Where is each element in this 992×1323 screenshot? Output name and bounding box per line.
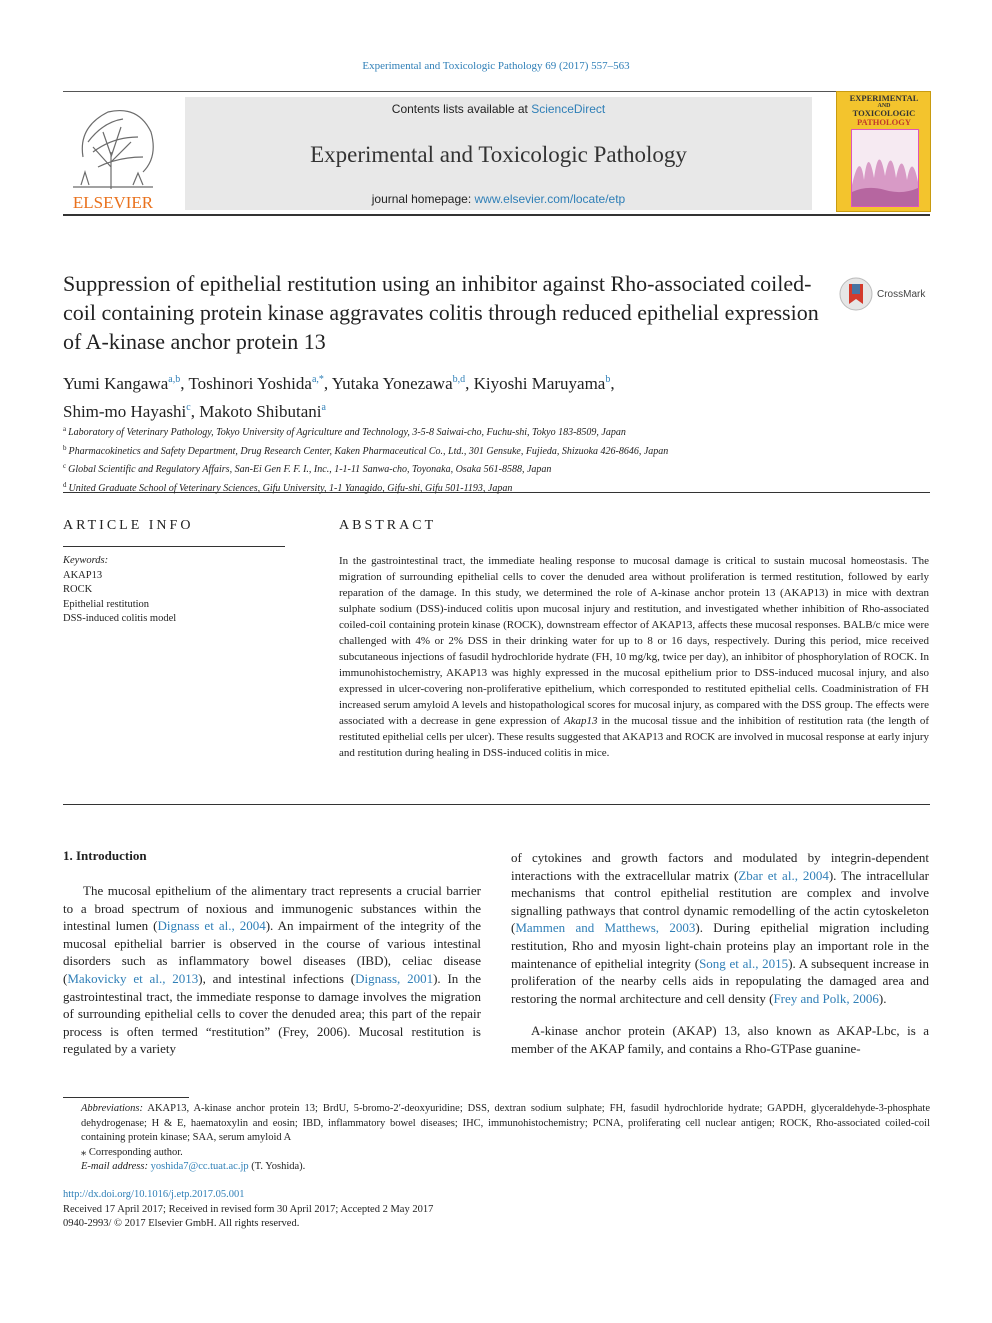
section-heading-introduction: 1. Introduction <box>63 848 147 863</box>
cover-image <box>851 129 919 207</box>
keyword-item: Epithelial restitution <box>63 598 150 610</box>
affiliation-item: $^d$ United Graduate School of Veterinary Sciences, Gifu University, 1-1 Yanagido, Gifu-shi, Gifu 501-1193, Japan <box>63 480 513 494</box>
affiliations <box>63 422 923 496</box>
citation-link[interactable]: Dignass et al., 2004 <box>157 918 266 934</box>
crossmark-label[interactable]: CrossMark <box>877 289 926 300</box>
elsevier-wordmark: ELSEVIER <box>72 193 154 212</box>
cover-title: EXPERIMENTAL AND TOXICOLOGIC PATHOLOGY <box>849 93 919 127</box>
contents-line: Contents lists available at ScienceDirect <box>391 102 606 116</box>
elsevier-logo <box>63 97 163 212</box>
citation-link[interactable]: Frey and Polk, 2006 <box>773 990 879 1006</box>
article-info-rule <box>63 546 285 547</box>
corresponding-author-note: ⁎ Corresponding author. <box>81 1146 183 1158</box>
publication-info <box>63 1188 663 1232</box>
section-rule <box>63 492 930 493</box>
email-link[interactable]: yoshida7@cc.tuat.ac.jp <box>150 1161 249 1172</box>
citation-link[interactable]: Zbar et al., 2004 <box>738 867 829 883</box>
author[interactable]: Yumi Kangawa$^{a,b}$ <box>63 374 181 393</box>
abstract-heading: ABSTRACT <box>339 518 437 533</box>
homepage-line: journal homepage: www.elsevier.com/locate/etp <box>371 192 626 206</box>
intro-paragraph-1: The mucosal epithelium of the alimentary tract represents a crucial barrier to a broad spectrum of noxious and immunogenic substances within the intestinal lumen (Dignass et al., 2004). An impairment of the integrity of the mucosal epithelial barrier is observed in the course of various intestinal disorders such as inflammatory bowel diseases (IBD), celiac disease (Makovicky et al., 2013), and intestinal infections (Dignass, 2001). In the gastrointestinal tract, the immediate response to damage involves the migration of surrounding epithelial cells to cover the denuded area; this part of the repair process is often termed “restitution” (Frey, 2006). Mucosal restitution is regulated by a variety <box>63 883 481 1057</box>
author[interactable]: Kiyoshi Maruyama$^b$ <box>473 374 611 393</box>
author[interactable]: Makoto Shibutani$^a$ <box>199 402 326 421</box>
doi-link[interactable]: http://dx.doi.org/10.1016/j.etp.2017.05.001 <box>63 1189 245 1200</box>
sciencedirect-link[interactable]: ScienceDirect <box>531 102 606 116</box>
copyright: 0940-2993/ © 2017 Elsevier GmbH. All rights reserved. <box>63 1218 300 1229</box>
keywords-label: Keywords: <box>63 555 109 566</box>
journal-name: Experimental and Toxicologic Pathology <box>310 142 687 167</box>
citation-link[interactable]: Makovicky et al., 2013 <box>67 970 199 986</box>
masthead-rule <box>63 214 930 216</box>
citation-link[interactable]: Mammen and Matthews, 2003 <box>515 920 696 936</box>
crossmark-icon <box>838 276 878 312</box>
masthead-rule <box>63 91 930 92</box>
journal-cover[interactable] <box>836 91 931 212</box>
keywords <box>63 554 176 627</box>
affiliation-item: $^b$ Pharmacokinetics and Safety Department, Drug Research Center, Kaken Pharmaceutical Co., Ltd., 301 Gensuke, Fujieda, Shizuoka 426-8646, Japan <box>63 443 669 457</box>
journal-reference[interactable]: Experimental and Toxicologic Pathology 69 (2017) 557–563 <box>362 60 630 72</box>
author[interactable]: Shim-mo Hayashi$^c$ <box>63 402 191 421</box>
abstract-text: In the gastrointestinal tract, the immediate healing response to mucosal damage is critical to sustain mucosal homeostasis. The migration of surrounding epithelial cells to cover the denuded area without proliferation is termed restitution, followed by early reparation of the damage. In this study, we determined the role of A-kinase anchor protein 13 (AKAP13) in mice with dextran sulphate sodium (DSS)-induced colitis upon mucosal injury and restitution, and investigated whether inhibition of Rho-associated coiled-coil containing protein kinase (ROCK), downstream effector of AKAP13, affects these mucosal responses. BALB/c mice were challenged with 4% or 2% DSS in their drinking water for up to 8 or 16 days, respectively. During this period, mice received subcutaneous injections of fasudil hydrochloride hydrate (FH, 10 mg/kg, twice per day), an inhibitor of phosphorylation of ROCK. In immunohistochemistry, AKAP13 was highly expressed in the mucosal epithelium prior to DSS-induced mucosal injury, and also expressed in ulcer-covering non-proliferative epithelium, which corresponded to restituted epithelial cells. Coadministration of FH increased serum amyloid A levels and histopathological scores for mucosal injury, as compared with the DSS group. The effects were associated with a decrease in gene expression of Akap13 in the mucosal tissue and the inhibition of restitution rata (the length of restituted epithelial cells per ulcer). These results suggested that AKAP13 and ROCK are involved in mucosal response at early injury and restitution during healing in DSS-induced colitis in mice. <box>339 555 930 759</box>
elsevier-tree-icon <box>63 97 163 212</box>
author[interactable]: Toshinori Yoshida$^{a,*}$ <box>188 374 324 393</box>
masthead <box>185 97 812 210</box>
keyword-item: ROCK <box>63 584 93 595</box>
abbreviations-footnote: Abbreviations: AKAP13, A-kinase anchor protein 13; BrdU, 5-bromo-2′-deoxyuridine; DSS, dextran sodium sulphate; FH, fasudil hydrochloride hydrate; GAPDH, glyceraldehyde-3-phosphate dehydrogenase; H & E, haematoxylin and eosin; IBD, inflammatory bowel diseases; IHC, immunohistochemistry; PCNA, proliferating cell nuclear antigen; ROCK, Rho-associated coiled-coil containing protein kinase; SAA, serum amyloid A <box>81 1103 930 1143</box>
keyword-item: AKAP13 <box>63 569 103 581</box>
author-list: Yumi Kangawa$^{a,b}$, Toshinori Yoshida$^{a,*}$, Yutaka Yonezawa$^{b,d}$, Kiyoshi Maruyama$^b$, Shim-mo Hayashi$^c$, Makoto Shibutani$^a$ <box>63 374 615 421</box>
dates: Received 17 April 2017; Received in revised form 30 April 2017; Accepted 2 May 2017 <box>63 1203 434 1215</box>
homepage-link[interactable]: www.elsevier.com/locate/etp <box>474 192 626 206</box>
article-title: Suppression of epithelial restitution using an inhibitor against Rho-associated coiled-coil containing protein kinase aggravates colitis through reduced epithelial expression of A-kinase anchor protein 13 <box>63 271 819 354</box>
citation-link[interactable]: Song et al., 2015 <box>699 955 789 971</box>
intro-paragraph-2: A-kinase anchor protein (AKAP) 13, also known as AKAP-Lbc, is a member of the AKAP family, and contains a Rho-GTPase guanine- <box>511 1023 929 1056</box>
article-info-heading: ARTICLE INFO <box>63 518 194 533</box>
section-rule <box>63 804 930 805</box>
intro-paragraph-1-cont: of cytokines and growth factors and modulated by integrin-dependent interactions with the extracellular matrix (Zbar et al., 2004). The intracellular mechanisms that control epithelial restitution are complex and involve signalling pathways that control dynamic remodelling of the actin cytoskeleton (Mammen and Matthews, 2003). During epithelial migration including restitution, Rho and myosin light-chain proteins play an important role in the maintenance of epithelial integrity (Song et al., 2015). A subsequent increase in proliferation of the nearby cells aids in repopulating the damaged area and restoring the normal architecture and cell density (Frey and Polk, 2006). <box>511 850 929 1006</box>
email-note: E-mail address: yoshida7@cc.tuat.ac.jp (T. Yoshida). <box>81 1161 306 1172</box>
keyword-item: DSS-induced colitis model <box>63 613 177 624</box>
affiliation-item: $^a$ Laboratory of Veterinary Pathology, Tokyo University of Agriculture and Technology, 3-5-8 Saiwai-cho, Fuchu-shi, Tokyo 183-8509, Japan <box>63 425 626 438</box>
affiliation-item: $^c$ Global Scientific and Regulatory Affairs, San-Ei Gen F. F. I., Inc., 1-1-11 Sanwa-cho, Toyonaka, Osaka 561-8588, Japan <box>63 462 552 475</box>
footnote-rule <box>63 1097 189 1098</box>
author[interactable]: Yutaka Yonezawa$^{b,d}$ <box>331 374 466 393</box>
footnotes <box>63 1102 930 1175</box>
citation-link[interactable]: Dignass, 2001 <box>355 970 434 986</box>
